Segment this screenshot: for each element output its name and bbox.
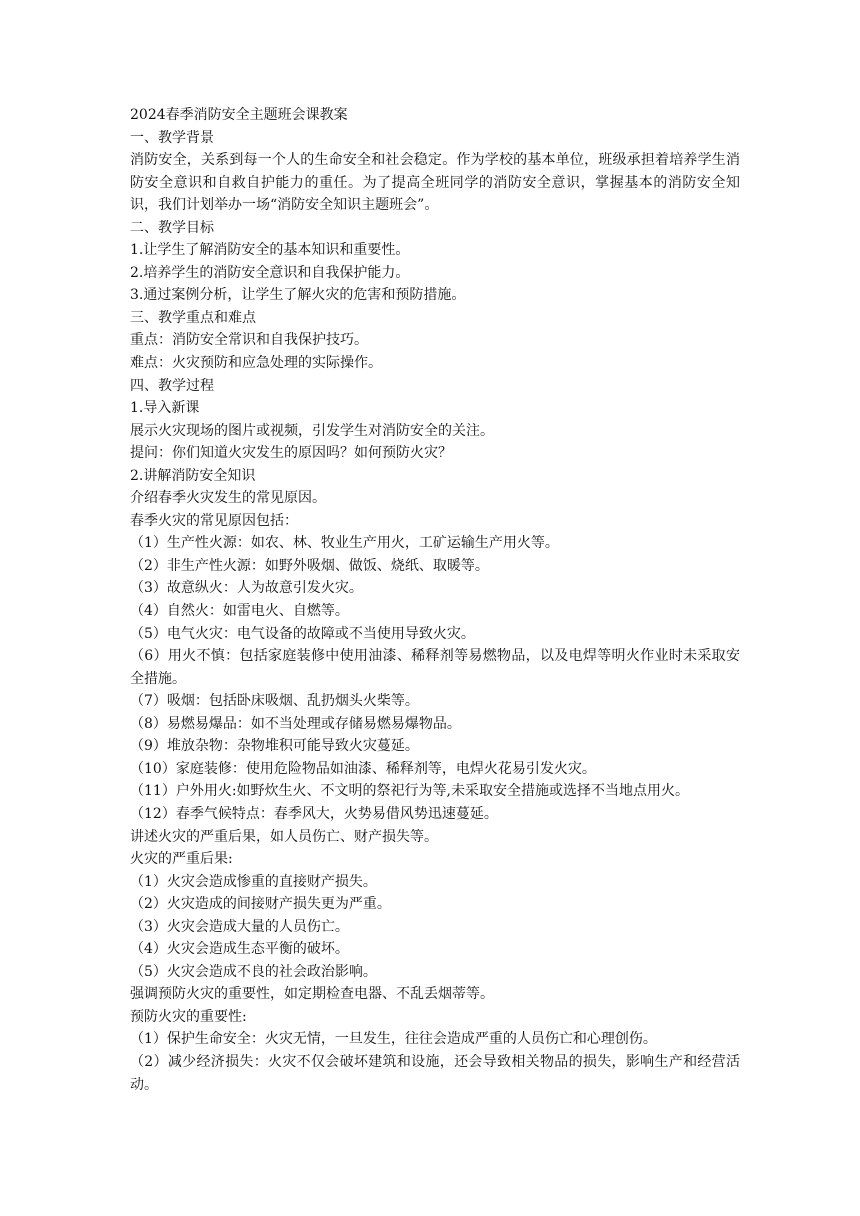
consequences-intro: 讲述火灾的严重后果，如人员伤亡、财产损失等。 [130, 828, 438, 845]
cause-item: （10）家庭装修：使用危险物品如油漆、稀释剂等，电焊火花易引发火灾。 [130, 760, 596, 777]
goal-item: 3.通过案例分析，让学生了解火灾的危害和预防措施。 [130, 287, 466, 304]
cause-item: （9）堆放杂物：杂物堆积可能导致火灾蔓延。 [130, 738, 419, 755]
section-heading-goals: 二、教学目标 [130, 219, 214, 236]
prevention-intro: 强调预防火灾的重要性，如定期检查电器、不乱丢烟蒂等。 [130, 986, 494, 1003]
prevention-item: （1）保护生命安全：火灾无情，一旦发生，往往会造成严重的人员伤亡和心理创伤。 [130, 1031, 657, 1048]
goal-item: 2.培养学生的消防安全意识和自我保护能力。 [130, 264, 410, 281]
step-heading-knowledge: 2.讲解消防安全知识 [130, 467, 256, 484]
cause-item: （12）春季气候特点：春季风大，火势易借风势迅速蔓延。 [130, 805, 498, 822]
cause-item: （3）故意纵火：人为故意引发火灾。 [130, 580, 363, 597]
section-heading-background: 一、教学背景 [130, 129, 214, 146]
cause-item: （11）户外用火:如野炊生火、不文明的祭祀行为等,未采取安全措施或选择不当地点用火。 [130, 783, 689, 800]
background-paragraph: 消防安全，关系到每一个人的生命安全和社会稳定。作为学校的基本单位，班级承担着培养学生消防安全意识和自救自护能力的重任。为了提高全班同学的消防安全意识，掌握基本的消防安全知识，我们计划举办一场“消防安全知识主题班会”。 [130, 152, 740, 214]
step-intro-line: 提问：你们知道火灾发生的原因吗？如何预防火灾？ [130, 445, 452, 462]
document-title: 2024春季消防安全主题班会课教案 [130, 107, 348, 123]
consequence-item: （2）火灾造成的间接财产损失更为严重。 [130, 896, 391, 913]
consequences-heading: 火灾的严重后果: [130, 851, 233, 868]
cause-item: （2）非生产性火源：如野外吸烟、做饭、烧纸、取暖等。 [130, 557, 489, 574]
cause-item: （6）用火不慎：包括家庭装修中使用油漆、稀释剂等易燃物品，以及电焊等明火作业时未采取安全措施。 [130, 648, 740, 687]
cause-item: （7）吸烟：包括卧床吸烟、乱扔烟头火柴等。 [130, 693, 419, 710]
document-page [130, 104, 740, 1096]
goal-item: 1.让学生了解消防安全的基本知识和重要性。 [130, 242, 410, 259]
step-heading-intro: 1.导入新课 [130, 400, 200, 417]
causes-intro: 介绍春季火灾发生的常见原因。 [130, 490, 326, 507]
cause-item: （4）自然火：如雷电火、自燃等。 [130, 603, 349, 620]
step-intro-line: 展示火灾现场的图片或视频，引发学生对消防安全的关注。 [130, 422, 494, 439]
cause-item: （5）电气火灾：电气设备的故障或不当使用导致火灾。 [130, 625, 475, 642]
section-heading-key-points: 三、教学重点和难点 [130, 309, 256, 326]
difficulty-text: 难点：火灾预防和应急处理的实际操作。 [130, 355, 382, 372]
key-point-text: 重点：消防安全常识和自我保护技巧。 [130, 332, 368, 349]
consequence-item: （4）火灾会造成生态平衡的破坏。 [130, 941, 349, 958]
prevention-heading: 预防火灾的重要性: [130, 1008, 247, 1025]
consequence-item: （5）火灾会造成不良的社会政治影响。 [130, 963, 377, 980]
prevention-item: （2）减少经济损失：火灾不仅会破坏建筑和设施，还会导致相关物品的损失，影响生产和经营活动。 [130, 1053, 740, 1093]
consequence-item: （3）火灾会造成大量的人员伤亡。 [130, 918, 349, 935]
cause-item: （8）易燃易爆品：如不当处理或存储易燃易爆物品。 [130, 715, 461, 732]
consequence-item: （1）火灾会造成惨重的直接财产损失。 [130, 873, 377, 890]
causes-heading: 春季火灾的常见原因包括： [130, 512, 298, 529]
cause-item: （1）生产性火源：如农、林、牧业生产用火，工矿运输生产用火等。 [130, 535, 559, 552]
section-heading-process: 四、教学过程 [130, 377, 214, 394]
